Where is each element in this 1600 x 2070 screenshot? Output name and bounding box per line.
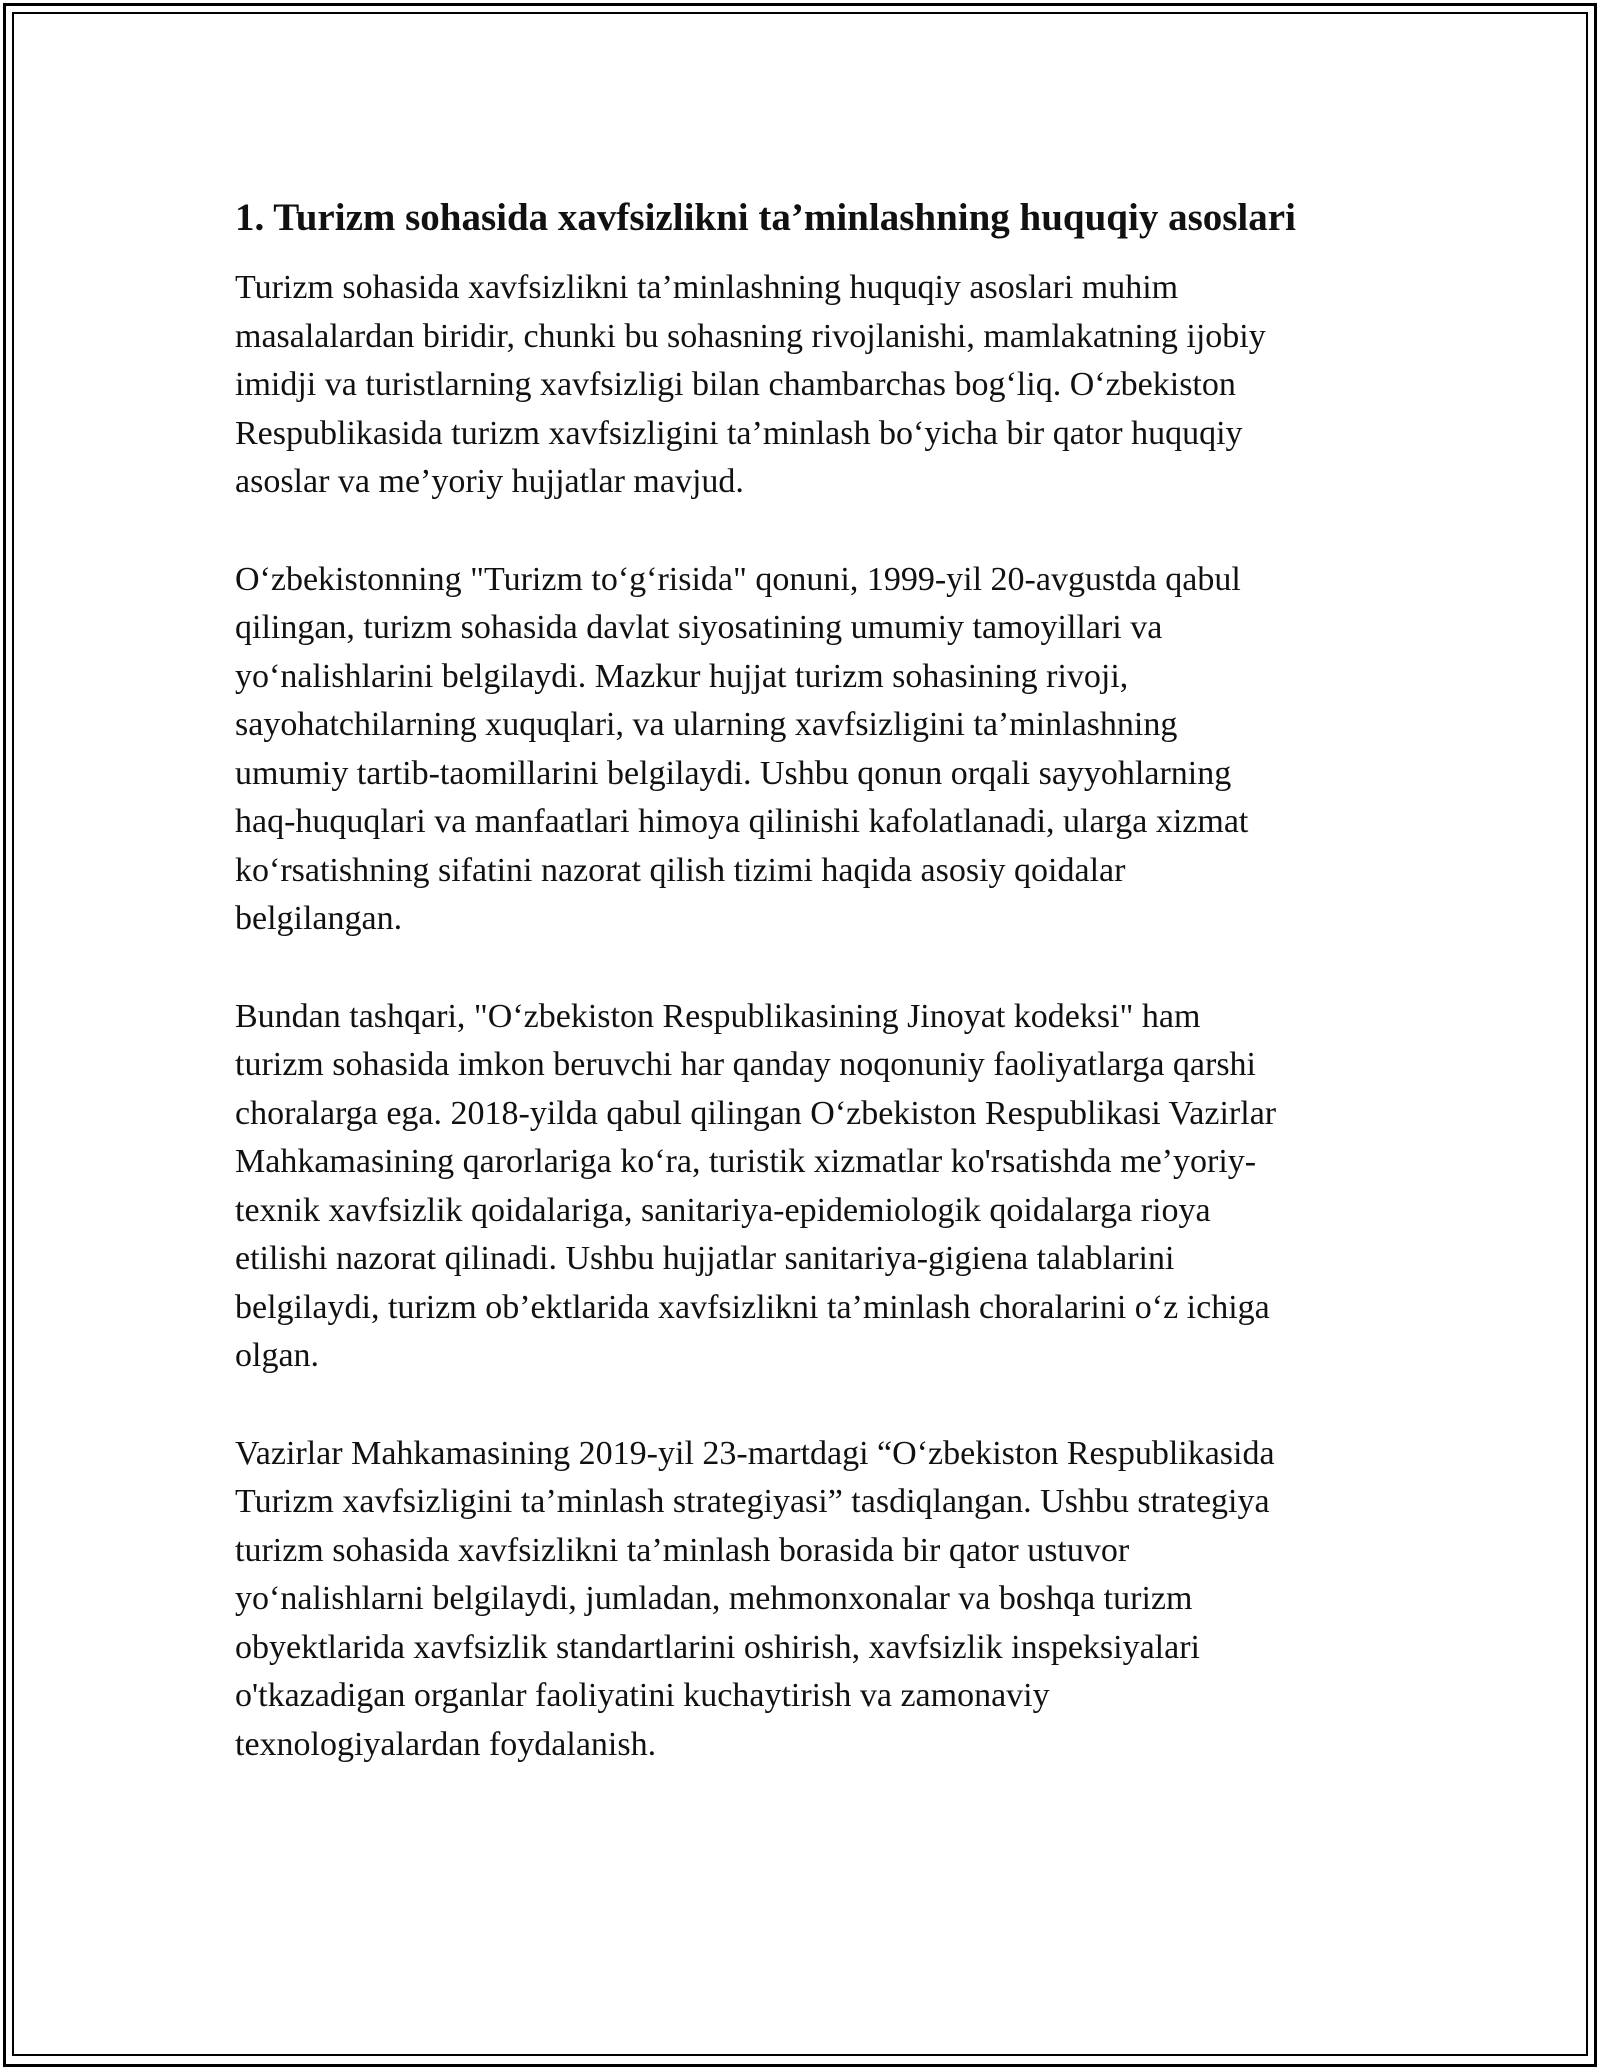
document-body (235, 190, 1380, 1818)
section-heading: 1. Turizm sohasida xavfsizlikni ta’minlashning huquqiy asoslari (235, 196, 1296, 239)
paragraph-tourism-law: O‘zbekistonning "Turizm to‘g‘risida" qonuni, 1999-yil 20-avgustda qabul qilingan, turizm sohasida davlat siyosatining umumiy tamoyillari va yo‘nalishlarini belgilaydi. Mazkur hujjat turizm sohasining rivoji, sayohatchilarning xuquqlari, va ularning xavfsizligini ta’minlashning umumiy tartib-taomillarini belgilaydi. Ushbu qonun orqali sayyohlarning haq-huquqlari va manfaatlari himoya qilinishi kafolatlanadi, ularga xizmat ko‘rsatishning sifatini nazorat qilish tizimi haqida asosiy qoidalar belgilangan. (235, 560, 1249, 937)
paragraph-criminal-code: Bundan tashqari, "O‘zbekiston Respublikasining Jinoyat kodeksi" ham turizm sohasida imkon beruvchi har qanday noqonuniy faoliyatlarga qarshi choralarga ega. 2018-yilda qabul qilingan O‘zbekiston Respublikasi Vazirlar Mahkamasining qarorlariga ko‘ra, turistik xizmatlar ko'rsatishda me’yoriy- texnik xavfsizlik qoidalariga, sanitariya-epidemiologik qoidalarga rioya etilishi nazorat qilinadi. Ushbu hujjatlar sanitariya-gigiena talablarini belgilaydi, turizm ob’ektlarida xavfsizlikni ta’minlash choralarini o‘z ichiga olgan. (235, 997, 1277, 1374)
paragraph-intro: Turizm sohasida xavfsizlikni ta’minlashning huquqiy asoslari muhim masalalardan biridir, chunki bu sohasning rivojlanishi, mamlakatning ijobiy imidji va turistlarning xavfsizligi bilan chambarchas bog‘liq. O‘zbekiston Respublikasida turizm xavfsizligini ta’minlash bo‘yicha bir qator huquqiy asoslar va me’yoriy hujjatlar mavjud. (235, 269, 1266, 500)
paragraph-strategy: Vazirlar Mahkamasining 2019-yil 23-martdagi “O‘zbekiston Respublikasida Turizm xavfsizligini ta’minlash strategiyasi” tasdiqlangan. Ushbu strategiya turizm sohasida xavfsizlikni ta’minlash borasida bir qator ustuvor yo‘nalishlarni belgilaydi, jumladan, mehmonxonalar va boshqa turizm obyektlarida xavfsizlik standartlarini oshirish, xavfsizlik inspeksiyalari o'tkazadigan organlar faoliyatini kuchaytirish va zamonaviy texnologiyalardan foydalanish. (235, 1434, 1275, 1763)
